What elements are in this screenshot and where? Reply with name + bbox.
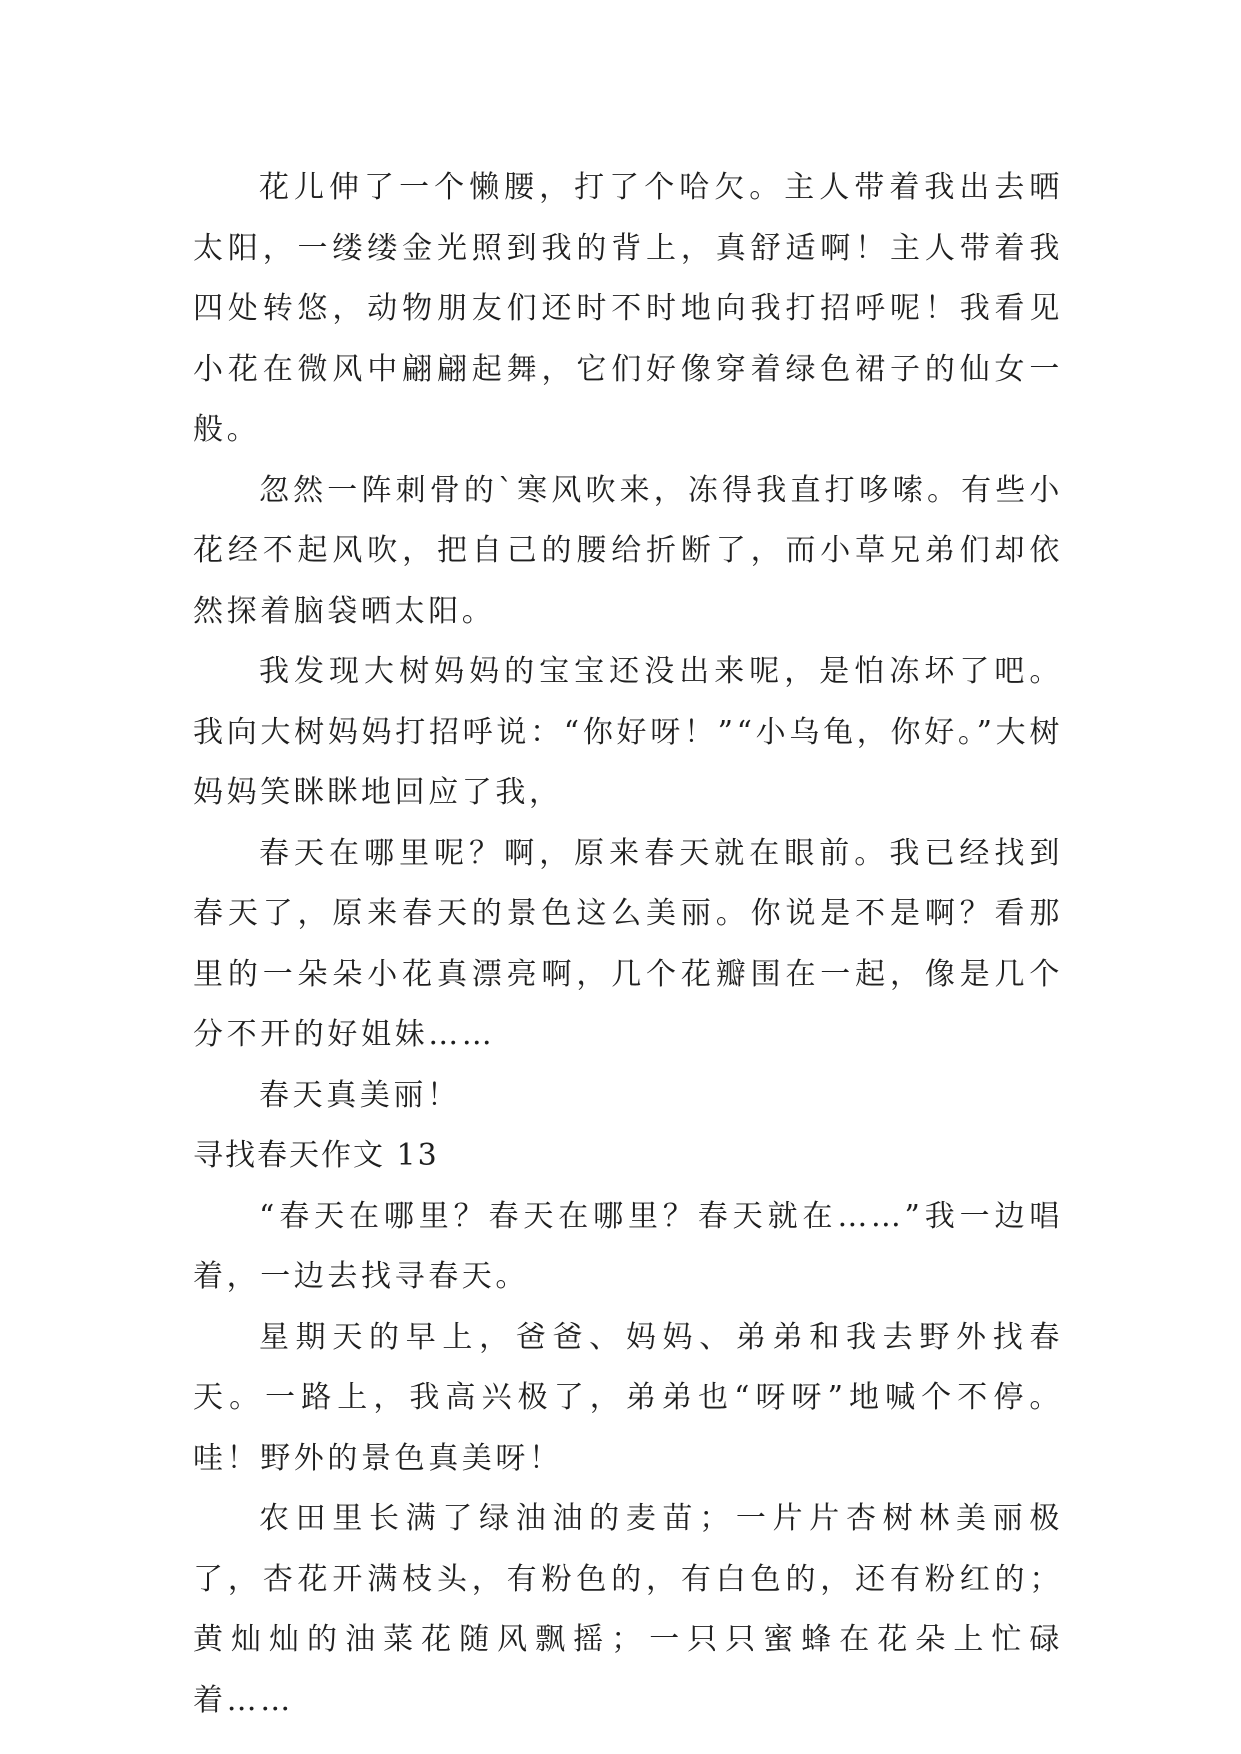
paragraph: 星期天的早上，爸爸、妈妈、弟弟和我去野外找春天。一路上，我高兴极了，弟弟也“呀呀”地喊个不停。哇！野外的景色真美呀！	[193, 1319, 1063, 1476]
paragraph: 春天真美丽！	[259, 1077, 461, 1113]
paragraph: 我发现大树妈妈的宝宝还没出来呢，是怕冻坏了吧。我向大树妈妈打招呼说：“你好呀！”“小乌龟，你好。”大树妈妈笑眯眯地回应了我，	[193, 654, 1063, 810]
paragraph: 春天在哪里呢？啊，原来春天就在眼前。我已经找到春天了，原来春天的景色这么美丽。你说是不是啊？看那里的一朵朵小花真漂亮啊，几个花瓣围在一起，像是几个分不开的好姐妹……	[193, 835, 1063, 1052]
paragraph: “春天在哪里？春天在哪里？春天就在……”我一边唱着，一边去找寻春天。	[193, 1198, 1063, 1294]
paragraph: 忽然一阵刺骨的`寒风吹来，冻得我直打哆嗦。有些小花经不起风吹，把自己的腰给折断了，而小草兄弟们却依然探着脑袋晒太阳。	[193, 472, 1063, 629]
paragraph: 花儿伸了一个懒腰，打了个哈欠。主人带着我出去晒太阳，一缕缕金光照到我的背上，真舒适啊！主人带着我四处转悠，动物朋友们还时不时地向我打招呼呢！我看见小花在微风中翩翩起舞，它们好像穿着绿色裙子的仙女一般。	[193, 170, 1063, 447]
document-body	[193, 158, 1063, 1731]
paragraph: 农田里长满了绿油油的麦苗；一片片杏树林美丽极了，杏花开满枝头，有粉色的，有白色的，还有粉红的；黄灿灿的油菜花随风飘摇；一只只蜜蜂在花朵上忙碌着……	[193, 1501, 1063, 1718]
section-heading: 寻找春天作文 13	[193, 1138, 439, 1173]
